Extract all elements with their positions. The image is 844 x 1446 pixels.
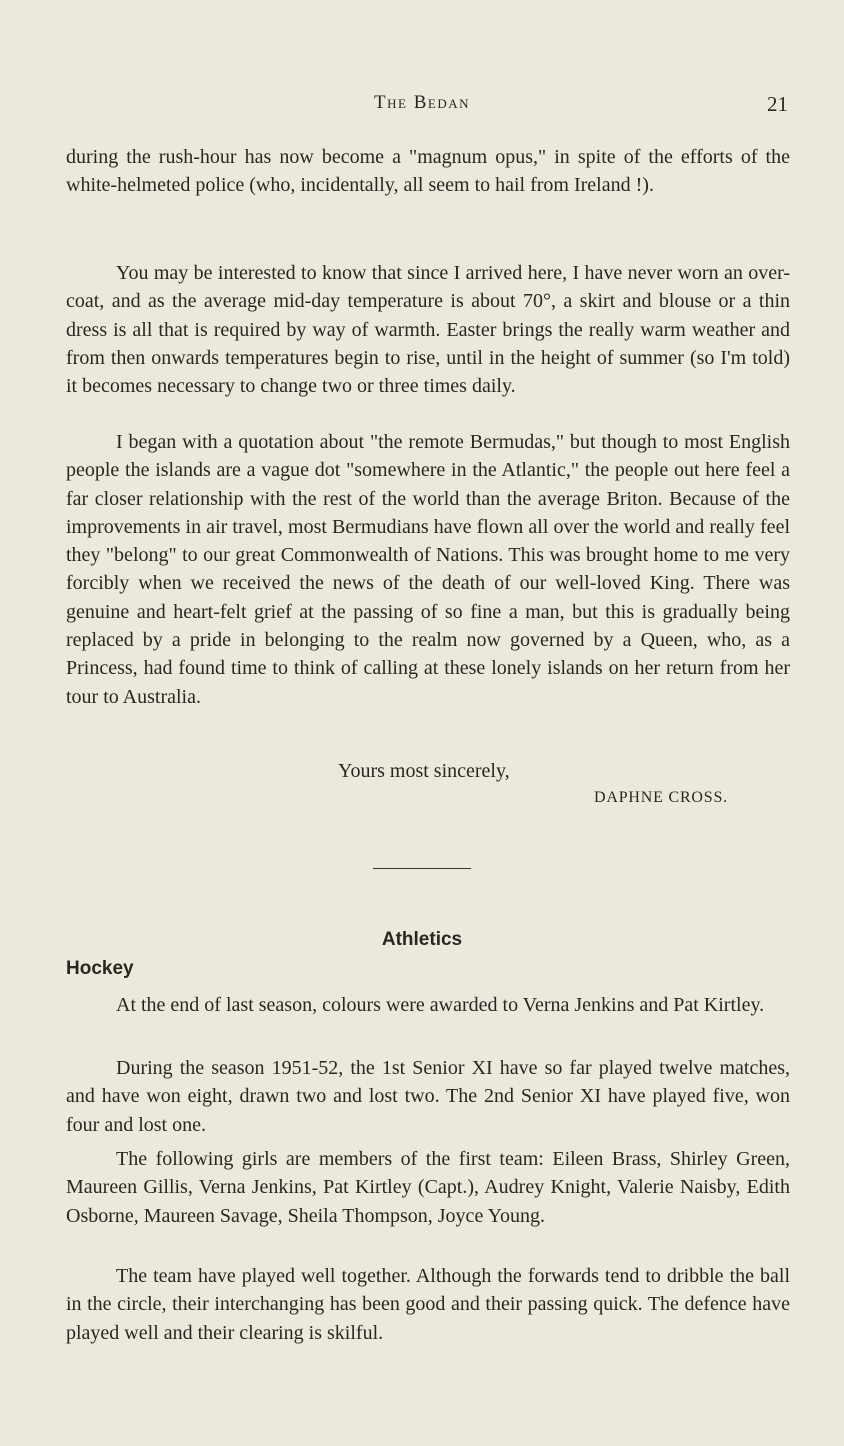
letter-paragraph-3: I began with a quotation about "the remote Bermudas," but though to most English people the islands are a vague dot "somewhere in the Atlantic," the people out here feel a far closer relationship with the rest of the world than the average Briton. Because of the improvements in air travel, most Bermudians have flown all over the world and really feel they "belong" to our great Commonwealth of Nations. This was brought home to me very forcibly when we received the news of the death of our well-loved King. There was genuine and heart-felt grief at the passing of so fine a man, but this is gradually being replaced by a pride in belonging to the realm now governed by a Queen, who, as a Princess, had found time to think of calling at these lonely islands on her return from her tour to Australia.: [66, 431, 790, 708]
letter-sign-off: Yours most sincerely,: [338, 760, 510, 782]
running-title: The Bedan: [374, 92, 470, 113]
page-number: 21: [767, 92, 788, 116]
page-header: [0, 92, 844, 122]
hockey-paragraph-2: During the season 1951-52, the 1st Senior XI have so far played twelve matches, and have won eight, drawn two and lost two. The 2nd Senior XI have played five, won four and lost one.: [66, 1057, 790, 1136]
letter-signature: DAPHNE CROSS.: [594, 789, 728, 806]
letter-paragraph-2: You may be interested to know that since I arrived here, I have never worn an over-coat, and as the average mid-day temperature is about 70°, a skirt and blouse or a thin dress is all that is required by way of warmth. Easter brings the really warm weather and from then onwards temperatures begin to rise, until in the height of summer (so I'm told) it becomes necessary to change two or three times daily.: [66, 262, 790, 398]
hockey-paragraph-3: The following girls are members of the first team: Eileen Brass, Shirley Green, Maureen Gillis, Verna Jenkins, Pat Kirtley (Capt.), Audrey Knight, Valerie Naisby, Edith Osborne, Maureen Savage, Sheila Thompson, Joyce Young.: [66, 1148, 790, 1227]
section-title: Athletics: [381, 929, 463, 950]
subheading-hockey: Hockey: [66, 958, 134, 979]
hockey-paragraph-1: At the end of last season, colours were awarded to Verna Jenkins and Pat Kirtley.: [116, 994, 765, 1016]
letter-paragraph-1: during the rush-hour has now become a "magnum opus," in spite of the efforts of the white-helmeted police (who, incidentally, all seem to hail from Ireland !).: [66, 146, 790, 197]
section-divider: [373, 868, 471, 869]
hockey-paragraph-4: The team have played well together. Although the forwards tend to dribble the ball in the circle, their interchanging has been good and their passing quick. The defence have played well and their clearing is skilful.: [66, 1265, 790, 1344]
